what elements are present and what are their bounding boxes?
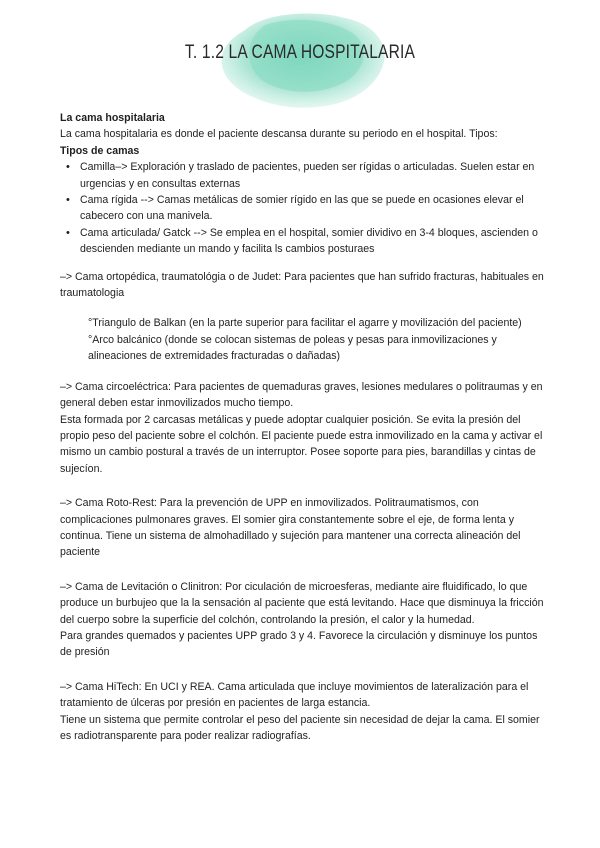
document-body (60, 110, 550, 744)
intro-paragraph: La cama hospitalaria es donde el paciente descansa durante su periodo en el hospital. Tipos: (60, 128, 498, 141)
levitacion-paragraph: –> Cama de Levitación o Clinitron: Por ciculación de microesferas, mediante aire fluidificado, lo que produce un burbujeo que la la sensación al paciente que está levitando. Hace que disminuya la fricción del cuerpo sobre la superficie del colchón, controlando la presión, el calor y la humedad. (60, 580, 544, 626)
levitacion-detail: Para grandes quemados y pacientes UPP grado 3 y 4. Favorece la circulación y disminuye los puntos de presión (60, 629, 538, 659)
list-item: • Camilla–> Exploración y traslado de pacientes, pueden ser rígidas o articuladas. Suelen estar en urgencias y en consultas externas (80, 159, 550, 192)
hitech-detail: Tiene un sistema que permite controlar el peso del paciente sin necesidad de dejar la cama. El somier es radiotransparente para poder realizar radiografías. (60, 713, 540, 742)
hitech-paragraph: –> Cama HiTech: En UCI y REA. Cama articulada que incluye movimientos de lateralización para el tratamiento de úlceras por presión en pacientes de larga estancia. (60, 680, 529, 710)
types-heading: Tipos de camas (60, 144, 140, 157)
types-list (60, 159, 550, 257)
circoelectrica-detail: Esta formada por 2 carcasas metálicas y puede adoptar cualquier posición. Se evita la presión del propio peso del paciente sobre el colchón. El paciente puede estra inmovilizado en la cama y activar el mismo un cambio postural a través de un interruptor. Posee soporte para pies, barandillas y cintas de sujecíon. (60, 413, 543, 475)
ortopedica-item: °Arco balcánico (donde se colocan sistemas de poleas y pesas para inmovilizaciones y alineaciones de extremidades fracturadas o dañadas) (88, 333, 497, 363)
ortopedica-item: °Triangulo de Balkan (en la parte superior para facilitar el agarre y movilización del paciente) (88, 317, 522, 330)
circoelectrica-paragraph: –> Cama circoeléctrica: Para pacientes de quemaduras graves, lesiones medulares o politraumas y en general deben estar inmovilizados mucho tiempo. (60, 380, 543, 410)
section-heading: La cama hospitalaria (60, 112, 165, 124)
title-area (0, 0, 600, 110)
list-item: • Cama rígida --> Camas metálicas de somier rígido en las que se puede en ocasiones elevar el cabecero con una manivela. (80, 192, 550, 225)
page-title: T. 1.2 LA CAMA HOSPITALARIA (184, 42, 416, 63)
rotorest-paragraph: –> Cama Roto-Rest: Para la prevención de UPP en inmovilizados. Politraumatismos, con complicaciones pulmonares graves. El somier gira constantemente sobre el eje, de forma lenta y continua. Tiene un sistema de almohadillado y sujeción para mantener una correcta alineación del paciente (60, 497, 521, 559)
list-item: • Cama articulada/ Gatck --> Se emplea en el hospital, somier dividivo en 3-4 bloques, ascienden o descienden mediante un mando y facilita ls cambios posturaes (80, 225, 550, 258)
ortopedica-paragraph: –> Cama ortopédica, traumatológia o de Judet: Para pacientes que han sufrido fracturas, habituales en traumatologia (60, 270, 544, 300)
